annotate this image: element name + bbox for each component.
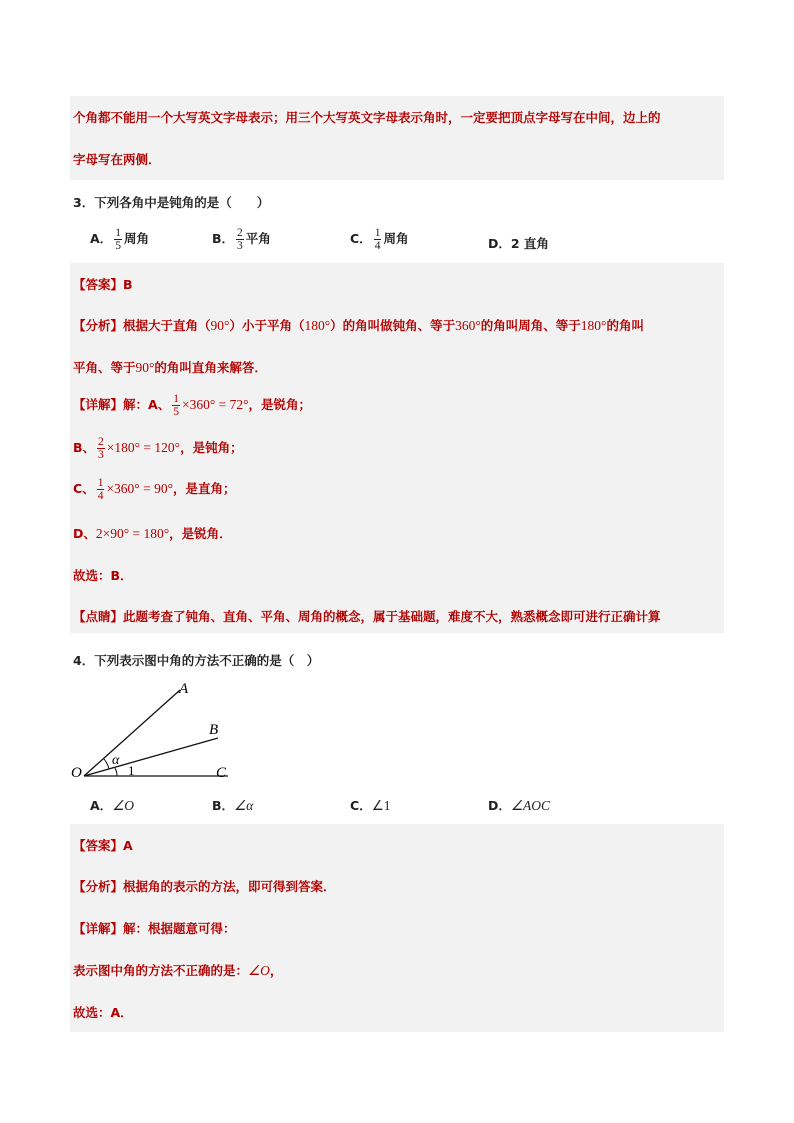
q3-analysis-line-1: 【分析】根据大于直角（90°）小于平角（180°）的角叫做钝角、等于360°的角叫周角、等于180°的角叫 <box>73 318 644 333</box>
q4-analysis: 【分析】根据角的表示的方法，即可得到答案． <box>73 879 336 894</box>
ray-ob <box>84 738 218 776</box>
q4-detail: 【详解】解：根据题意可得： <box>73 921 236 936</box>
angle-figure <box>68 676 243 788</box>
q3-analysis-line-2: 平角、等于90°的角叫直角来解答． <box>73 360 267 375</box>
question-3-stem: 3．下列各角中是钝角的是（ ） <box>73 195 270 210</box>
q4-choice: 故选：A． <box>73 1005 133 1020</box>
label-o: O <box>71 765 82 781</box>
prev-explanation-line-2: 字母写在两侧． <box>73 152 161 167</box>
q4-answer: 【答案】A <box>73 838 133 853</box>
q4-option-a: A．∠O <box>90 798 135 813</box>
angle-arc-alpha <box>104 759 109 769</box>
q3-option-b: B． $\frac{2}{3}$ 平角 <box>212 227 271 252</box>
q3-choice: 故选：B． <box>73 568 133 583</box>
q4-option-b: B．∠α <box>212 798 254 813</box>
label-alpha: α <box>112 753 120 768</box>
q3-option-a: A． $\frac{1}{5}$ 周角 <box>90 227 149 252</box>
fraction: $\frac{1}{5}$ <box>115 227 121 252</box>
prev-explanation-line-1: 个角都不能用一个大写英文字母表示；用三个大写英文字母表示角时，一定要把顶点字母写在中间，边上的 <box>73 110 661 125</box>
angle-arc-1 <box>115 768 117 776</box>
label-a: A <box>179 681 189 697</box>
q4-option-c: C．∠1 <box>350 798 391 813</box>
label-1: 1 <box>128 763 135 778</box>
q3-detail-d: D、2×90° = 180°，是锐角． <box>73 526 232 541</box>
q4-option-d: D．∠AOC <box>488 798 550 813</box>
q3-detail-b: B、 $\frac{2}{3}$ ×180° = 120°，是钝角； <box>73 436 243 461</box>
fraction: $\frac{2}{3}$ <box>237 227 243 252</box>
label-b: B <box>209 722 219 738</box>
q3-detail-c: C、 $\frac{1}{4}$ ×360° = 90°，是直角； <box>73 477 236 502</box>
q3-answer: 【答案】B <box>73 277 133 292</box>
q3-option-d: D．2 直角 <box>488 236 549 251</box>
label-c: C <box>216 765 227 781</box>
question-4-stem: 4．下列表示图中角的方法不正确的是（ ） <box>73 653 320 668</box>
q3-option-c: C． $\frac{1}{4}$ 周角 <box>350 227 409 252</box>
prev-explanation-box <box>70 96 724 180</box>
q3-detail-a: 【详解】解：A、 $\frac{1}{5}$ ×360° = 72°，是锐角； <box>73 393 311 418</box>
q3-comment: 【点睛】此题考查了钝角、直角、平角、周角的概念，属于基础题，难度不大，熟悉概念即可进行正确计算 <box>73 609 661 624</box>
fraction: $\frac{1}{4}$ <box>374 227 381 252</box>
q4-conclusion: 表示图中角的方法不正确的是：∠O， <box>73 963 283 978</box>
